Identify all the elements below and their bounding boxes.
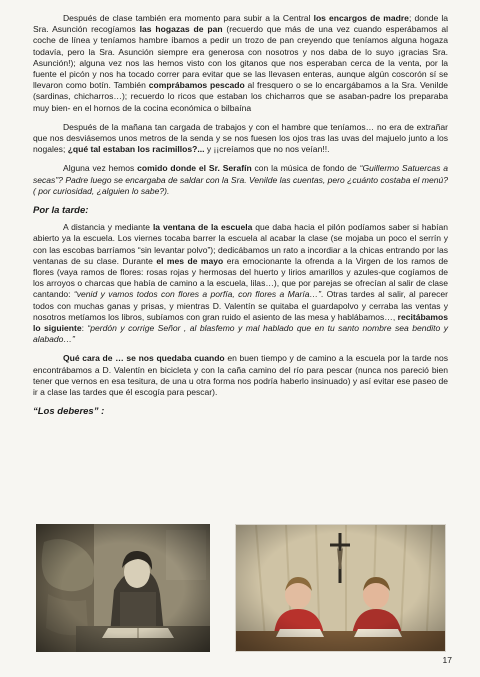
- text-run: las hogazas de pan: [139, 24, 223, 35]
- text-run: con la música de fondo de: [251, 163, 360, 174]
- heading-homework: “Los deberes” :: [33, 406, 105, 418]
- text-run: Después de la mañana tan cargada de trabajos y con el hambre que teníamos… no era de extrañar que nos desviásemos unos metros de la senda y se nos fuesen los ojos tras las uvas del majuelo junto a los nogales;: [33, 121, 448, 155]
- page-number: 17: [442, 655, 452, 665]
- text-run: “perdón y corrige Señor , al blasfemo y mal hablado que en tu santo nombre sea bendito y alabado…”: [33, 323, 448, 345]
- text-run: en buen tiempo y de camino a la escuela por la tarde nos encontrábamos a D. Valentín en bicicleta y con la caña camino del río para pescar (nunca nos pareció bien tener que vernos en esa tesitura, de una u otra forma nos podría haberlo insinuado) y así evitar ese paseo de ir a clase las tardes que él escogía para pescar).: [33, 353, 448, 398]
- text-run: (recuerdo que más de una vez cuando esperábamos al coche de línea y teníamos hambre íbamos a pedir un trozo de pan creyendo que teníamos alguna hogaza todavía, pero la Sra. Asunción siempre era generosa con nosotros y nos daba de lo suyo ¡gracias Sra. Asunción!); alguna vez nos las hemos visto con los gitanos que nos esperaban cerca de la venta, por la fuente el picón y nos ha tocado correr para evitar que se las llevasen enteras, aunque algún coscorón sí se llevaron como botín. También: [33, 24, 448, 91]
- text-run: ; donde la Sra. Asunción recogíamos: [33, 13, 449, 35]
- text-run: . Otras tardes al salir, al parecer todos con muchas ganas y prisas, y mientras D. Valentín se quitaba el guardapolvo y cerraba las ventas y nosotros metíamos los libros, subíamos con gran ruido el asiento de las mesa y hablábamos…,: [33, 289, 448, 322]
- text-run: comido donde el Sr. Serafín: [137, 163, 252, 174]
- photo-boys-image: [236, 525, 445, 651]
- text-run: :: [81, 323, 88, 334]
- text-run: los encargos de madre: [313, 13, 409, 23]
- text-run: comprábamos pescado: [148, 80, 245, 91]
- paragraph-serafin: [33, 163, 448, 197]
- text-run: A distancia y mediante: [63, 222, 153, 233]
- text-run: “venid y vamos todos con flores a porfía, con flores a María…”: [73, 289, 321, 300]
- text-run: “Guillermo Satuercas a secas”? Padre luego se encargaba de saldar con la Sra. Venilde las cuentas, pero ¿cuánto costaba el menú? ( por curiosidad, ¿alguien lo sabe?).: [33, 163, 449, 196]
- text-run: Alguna vez hemos: [63, 163, 138, 174]
- paragraph-racimillos: [33, 122, 448, 156]
- photo-girl-image: [36, 524, 210, 652]
- heading-afternoon: Por la tarde:: [33, 205, 89, 217]
- text-run: ¿qué tal estaban los racimillos?...: [67, 144, 205, 155]
- text-run: era emocionante la ofrenda a la Virgen de los ramos de flores (vaya ramos de flores: rosas rojas y hermosas del huerto y lirios amarillos y azules-que cogíamos de los arroyos o charcas que había de camino a la escuela, lilas…), que por parejas se ofrecían al salir de clase cantando:: [33, 255, 448, 300]
- text-run: que daba hacia el pilón podíamos saber si habían abierto ya la escuela. Los viernes tocaba barrer la escuela al acabar la clase (se mojaba un poco el serrín y con las escobas barríamos “sin levantar polvo”); dedicábamos un rato a incordiar a la chicas entrando por las ventanas de su clase. Durante: [33, 222, 448, 266]
- text-run: Qué cara de … se nos quedaba cuando: [63, 353, 225, 364]
- text-run: Después de clase también era momento para subir a la Central: [63, 13, 314, 23]
- text-run: el mes de mayo: [156, 255, 224, 266]
- text-run: recitábamos lo siguiente: [33, 311, 448, 334]
- paragraph-escuela: [33, 222, 448, 345]
- text-run: y ¡¡creíamos que no nos veían!!.: [204, 144, 330, 155]
- paragraph-encargos: [33, 13, 448, 114]
- photo-girl-studying: [36, 524, 210, 652]
- photo-boys-studying: [235, 524, 446, 652]
- photos: [36, 524, 456, 652]
- paragraph-valentin: [33, 353, 448, 398]
- text-run: al fresquero o se lo encargábamos a la Sra. Venilde (sardinas, chicharros…); recuerdo lo ricos que estaban los chicharros que se asaban-padre los preparaba muy bien- en el hornos de la cocina económica o bilbaína: [33, 80, 448, 113]
- text-run: la ventana de la escuela: [152, 222, 253, 233]
